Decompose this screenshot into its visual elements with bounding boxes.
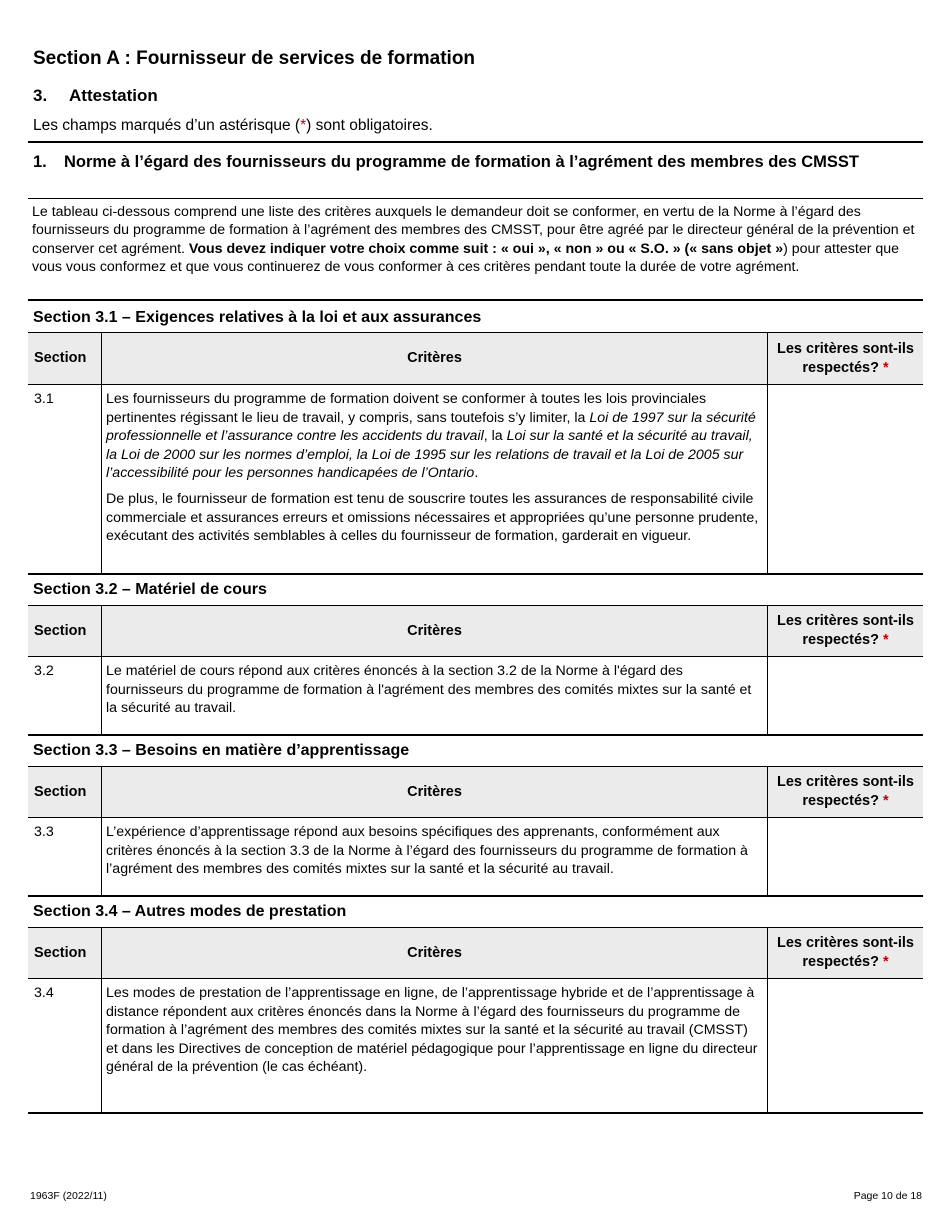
col-header-respected <box>768 928 924 979</box>
criteria-table-3-2 <box>28 605 923 736</box>
law-title: Loi sur la santé et la sécurité au travail, la Loi de 2000 sur les normes d’emploi, la Loi de 1995 sur les relations de travail et la Loi de 2005 sur l’accessibilité pour les personnes handicapées de l’Ontario <box>106 428 753 482</box>
divider <box>28 141 923 143</box>
section-code: 3.4 <box>28 979 102 1113</box>
attestation-heading <box>33 86 158 106</box>
section-code: 3.1 <box>28 385 102 574</box>
required-star: * <box>882 632 889 648</box>
col-header-respected <box>768 333 924 385</box>
divider <box>28 299 923 301</box>
criteria-text <box>102 385 768 574</box>
respected-answer-field[interactable] <box>768 979 924 1113</box>
criteria-text-part: . <box>474 465 479 482</box>
section-code: 3.3 <box>28 818 102 896</box>
required-fields-note <box>33 117 433 135</box>
intro-emphasis: Vous devez indiquer votre choix comme suit : « oui », « non » ou « S.O. » (« sans objet » <box>188 240 784 257</box>
attestation-number: 3. <box>33 86 48 105</box>
respected-answer-field[interactable] <box>768 818 924 896</box>
criteria-text: Le matériel de cours répond aux critères énoncés à la section 3.2 de la Norme à l'égard des fournisseurs du programme de formation à l'agrément des membres des comités mixtes sur la santé et la sécurité au travail. <box>102 657 768 735</box>
page-number: Page 10 de 18 <box>853 1190 922 1202</box>
col-header-section: Section <box>28 606 102 657</box>
intro-text: Le tableau ci-dessous comprend une liste des critères auxquels le demandeur doit se conformer, en vertu de la Norme à l’égard des fournisseurs du programme de formation à l’agrément des membres des CMSST, pour être agréé par le directeur général de la prévention et conserver cet agrément. <box>32 204 915 257</box>
criteria-table-3-4 <box>28 927 923 1114</box>
section-3-4-title: Section 3.4 – Autres modes de prestation <box>33 903 347 920</box>
col-header-criteria: Critères <box>102 333 768 385</box>
norm-heading <box>33 151 893 173</box>
respected-answer-field[interactable] <box>768 657 924 735</box>
form-code: 1963F (2022/11) <box>30 1190 107 1202</box>
section-3-3-title: Section 3.3 – Besoins en matière d’apprentissage <box>33 742 410 759</box>
respected-answer-field[interactable] <box>768 385 924 574</box>
col-header-respected-label: Les critères sont-ils respectés? <box>777 340 914 376</box>
section-3-2-title: Section 3.2 – Matériel de cours <box>33 581 267 598</box>
law-title: Loi de 1997 sur la sécurité professionnelle et l’assurance contre les accidents du travail <box>106 409 756 445</box>
col-header-respected-label: Les critères sont-ils respectés? <box>777 774 914 809</box>
criteria-paragraph: De plus, le fournisseur de formation est tenu de souscrire toutes les assurances de responsabilité civile commerciale et assurances erreurs et omissions nécessaires et appropriées qu’une personne prudente, exécutant des activités semblables à celles du fournisseur de formation, garderait en vigueur. <box>106 490 759 545</box>
required-star: * <box>882 359 889 376</box>
criteria-table-3-1 <box>28 332 923 575</box>
required-note-prefix: Les champs marqués d’un astérisque ( <box>33 117 301 134</box>
divider <box>28 198 923 199</box>
norm-number: 1. <box>33 153 47 171</box>
criteria-table-3-3 <box>28 766 923 897</box>
col-header-criteria: Critères <box>102 767 768 818</box>
required-note-suffix: ) sont obligatoires. <box>306 117 433 134</box>
col-header-criteria: Critères <box>102 928 768 979</box>
section-code: 3.2 <box>28 657 102 735</box>
criteria-text-part: Les fournisseurs du programme de formation doivent se conformer à toutes les lois provinciales pertinentes régissant le lieu de travail, y compris, sans toutefois s’y limiter, la <box>106 391 707 426</box>
attestation-title: Attestation <box>69 86 158 105</box>
criteria-text: L’expérience d’apprentissage répond aux besoins spécifiques des apprenants, conformément aux critères énoncés à la section 3.3 de la Norme à l’égard des fournisseurs du programme de formation à l’agrément des membres des comités mixtes sur la santé et la sécurité au travail. <box>102 818 768 896</box>
required-star: * <box>882 954 889 970</box>
norm-intro <box>32 203 917 276</box>
section-title: Section A : Fournisseur de services de formation <box>33 48 476 69</box>
col-header-respected-label: Les critères sont-ils respectés? <box>777 935 914 970</box>
col-header-section: Section <box>28 928 102 979</box>
col-header-section: Section <box>28 767 102 818</box>
criteria-text-part: , la <box>483 428 507 445</box>
col-header-respected <box>768 767 924 818</box>
col-header-criteria: Critères <box>102 606 768 657</box>
col-header-respected <box>768 606 924 657</box>
intro-text-end: ) pour attester que vous vous conformez et que vous continuerez de vous conformer à ces critères pendant toute la durée de votre agrément. <box>32 240 900 275</box>
norm-title: Norme à l’égard des fournisseurs du programme de formation à l’agrément des membres des CMSST <box>64 153 859 171</box>
col-header-respected-label: Les critères sont-ils respectés? <box>777 613 914 648</box>
col-header-section: Section <box>28 333 102 385</box>
criteria-text: Les modes de prestation de l’apprentissage en ligne, de l’apprentissage hybride et de l’apprentissage à distance répondent aux critères énoncés dans la Norme à l’égard des fournisseurs du programme de formation à l’agrément des membres des comités mixtes sur la santé et la sécurité au travail (CMSST) et dans les Directives de conception de matériel pédagogique pour l’apprentissage en ligne du directeur général de la prévention (le cas échéant). <box>102 979 768 1113</box>
required-star: * <box>300 117 307 134</box>
required-star: * <box>882 793 889 809</box>
section-3-1-title: Section 3.1 – Exigences relatives à la loi et aux assurances <box>33 309 482 326</box>
criteria-paragraph <box>106 390 763 483</box>
